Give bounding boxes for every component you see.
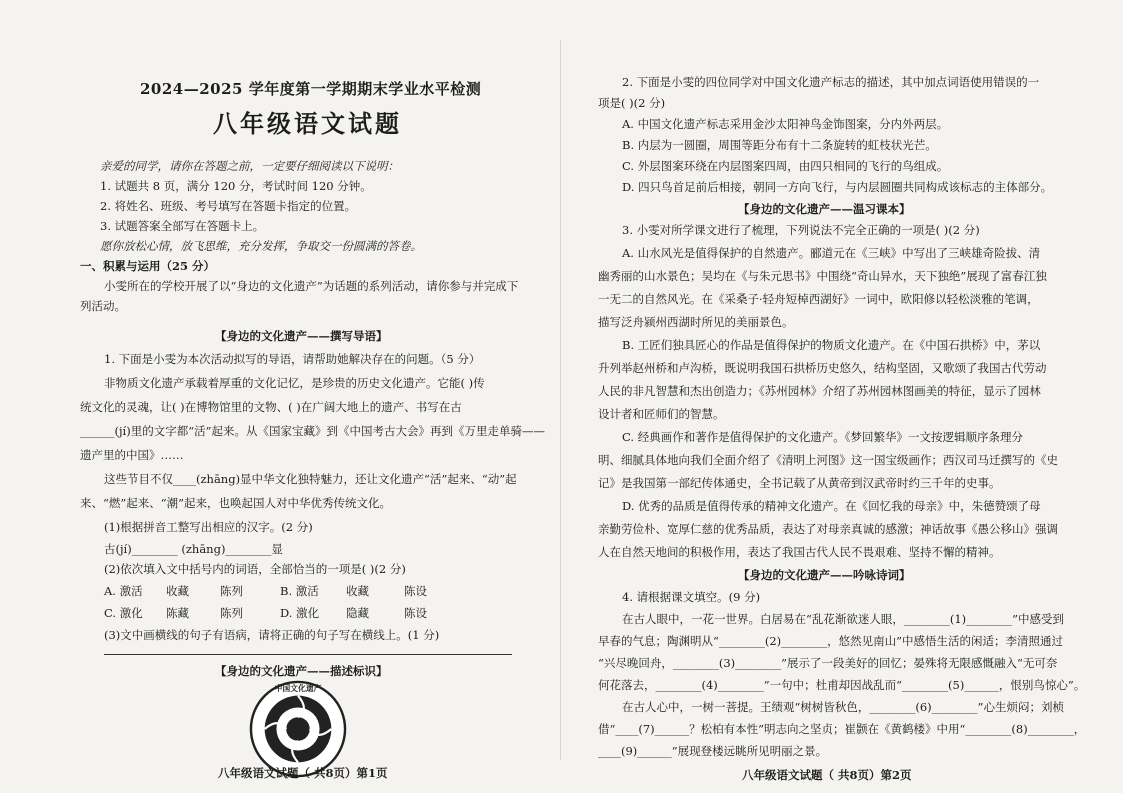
- q4-line-4: 何花落去，________(4)________”一句中；杜甫却因战乱而“________(5)______，恨别鸟惊心”。: [598, 678, 1086, 692]
- q3-a-line-2: 幽秀丽的山水景色；吴均在《与朱元思书》中围绕“奇山异水，天下独绝”展现了富春江独: [598, 269, 1047, 283]
- question-3: 3. 小雯对所学课文进行了梳理，下列说法不完全正确的一项是( )(2 分): [622, 223, 980, 237]
- q1-sub-3: (3)文中画横线的句子有语病，请将正确的句子写在横线上。(1 分): [104, 628, 440, 642]
- q4-line-7: ____(9)______”展现登楼远眺所见明丽之景。: [598, 744, 828, 758]
- option-d-word-3: 陈设: [404, 606, 427, 620]
- lead-line-1: 小雯所在的学校开展了以“身边的文化遗产”为话题的系列活动，请你参与并完成下: [104, 279, 519, 293]
- q1-text-line-3: ______(jí)里的文字都“活”起来。从《国家宝藏》到《中国考古大会》再到《万里走单骑——: [80, 424, 545, 438]
- option-b-word-2: 收藏: [346, 584, 369, 598]
- subsection-heading-1: 【身边的文化遗产——撰写导语】: [215, 329, 388, 343]
- q4-line-1: 在古人眼中，一花一世界。白居易在“乱花渐欲迷人眼，________(1)________”中感受到: [622, 612, 1065, 626]
- q3-b-line-4: 设计者和匠师们的智慧。: [598, 407, 725, 421]
- option-c-word-2: 陈藏: [166, 606, 189, 620]
- q3-b-line-3: 人民的非凡智慧和杰出创造力；《苏州园林》介绍了苏州园林图画美的特征，显示了园林: [598, 384, 1041, 398]
- cultural-heritage-logo: [249, 680, 347, 778]
- q1-sub-2: (2)依次填入文中括号内的词语，全部恰当的一项是( )(2 分): [104, 562, 406, 576]
- question-1: 1. 下面是小雯为本次活动拟写的导语，请帮助她解决存在的问题。（5 分）: [104, 352, 481, 366]
- q1-text2-line-1: 这些节目不仅____(zhāng)显中华文化独特魅力，还让文化遗产“活”起来、“动”起: [104, 472, 517, 486]
- question-2-line-2: 项是( )(2 分): [598, 96, 666, 110]
- q4-line-3: “兴尽晚回舟，________(3)________”展示了一段美好的回忆；晏殊将无限感慨融入“无可奈: [598, 656, 1058, 670]
- option-d-word-1: D. 激化: [280, 606, 320, 620]
- q1-text-line-2: 统文化的灵魂，让( )在博物馆里的文物、( )在广阔大地上的遗产、书写在古: [80, 400, 462, 414]
- option-a-word-1: A. 激活: [104, 584, 143, 598]
- q3-d-line-3: 人在自然天地间的积极作用，表达了我国古代人民不畏艰难、坚持不懈的精神。: [598, 545, 1001, 559]
- option-a-word-2: 收藏: [166, 584, 189, 598]
- q3-a-line-1: A. 山水风光是值得保护的自然遗产。郦道元在《三峡》中写出了三峡雄奇险拔、清: [622, 246, 1041, 260]
- page-2: [562, 0, 1123, 793]
- option-b-word-1: B. 激活: [280, 584, 319, 598]
- section-1-heading: 一、积累与运用（25 分）: [80, 259, 216, 273]
- answer-line: [104, 654, 512, 655]
- q3-a-line-3: 一无二的自然风光。在《采桑子·轻舟短棹西湖好》一词中，欧阳修以轻松淡雅的笔调，: [598, 292, 1039, 306]
- intro-text: 亲爱的同学，请你在答题之前，一定要仔细阅读以下说明：: [100, 159, 399, 173]
- q2-option-a: A. 中国文化遗产标志采用金沙太阳神鸟金饰图案，分内外两层。: [622, 117, 949, 131]
- q4-line-6: 借“____(7)______？松柏有本性”明志向之坚贞；崔颢在《黄鹤楼》中用“________(8)________，: [598, 722, 1086, 736]
- q3-c-line-1: C. 经典画作和著作是值得保护的文化遗产。《梦回繁华》一文按逻辑顺序条理分: [622, 430, 1023, 444]
- q3-b-line-2: 升列举赵州桥和卢沟桥，既说明我国石拱桥历史悠久，结构坚固，又歌颂了我国古代劳动: [598, 361, 1047, 375]
- page-footer-2: 八年级语文试题（ 共8页）第2页: [742, 768, 912, 782]
- q2-option-c: C. 外层图案环绕在内层图案四周，由四只相同的飞行的鸟组成。: [622, 159, 949, 173]
- q1-pinyin-blanks: 古(jí)________ (zhāng)________显: [104, 542, 283, 556]
- q2-option-d: D. 四只鸟首足前后相接，朝同一方向飞行，与内层圆圈共同构成该标志的主体部分。: [622, 180, 1053, 194]
- q1-sub-1: (1)根据拼音工整写出相应的汉字。(2 分): [104, 520, 313, 534]
- subsection-heading-2: 【身边的文化遗产——描述标识】: [215, 664, 388, 678]
- option-b-word-3: 陈设: [404, 584, 427, 598]
- q4-line-2: 早春的气息；陶渊明从“________(2)________，悠然见南山”中感悟生活的闲适；李清照通过: [598, 634, 1064, 648]
- rule-2: 2. 将姓名、班级、考号填写在答题卡指定的位置。: [100, 199, 357, 213]
- q3-d-line-1: D. 优秀的品质是值得传承的精神文化遗产。在《回忆我的母亲》中，朱德赞颂了母: [622, 499, 1041, 513]
- q3-d-line-2: 亲勤劳俭朴、宽厚仁慈的优秀品质，表达了对母亲真诚的感激；神话故事《愚公移山》强调: [598, 522, 1058, 536]
- q3-b-line-1: B. 工匠们独具匠心的作品是值得保护的物质文化遗产。在《中国石拱桥》中，茅以: [622, 338, 1041, 352]
- question-2-line-1: 2. 下面是小雯的四位同学对中国文化遗产标志的描述，其中加点词语使用错误的一: [622, 75, 1040, 89]
- lead-line-2: 列活动。: [80, 299, 126, 313]
- q3-a-line-4: 描写泛舟颍州西湖时所见的美丽景色。: [598, 315, 794, 329]
- rule-3: 3. 试题答案全部写在答题卡上。: [100, 219, 265, 233]
- q3-c-line-3: 记》是我国第一部纪传体通史，全书记载了从黄帝到汉武帝时约三千年的史事。: [598, 476, 1001, 490]
- q2-option-b: B. 内层为一圆圈，周围等距分布有十二条旋转的虹枝状光芒。: [622, 138, 937, 152]
- subsection-heading-3: 【身边的文化遗产——温习课本】: [738, 202, 911, 216]
- q1-text-line-1: 非物质文化遗产承载着厚重的文化记忆，是珍贵的历史文化遗产。它能( )传: [104, 376, 485, 390]
- wish-text: 愿你放松心情，放飞思维，充分发挥，争取交一份圆满的答卷。: [100, 239, 422, 253]
- seal-text-cn: 中国文化遗产: [274, 683, 322, 693]
- page-footer-1: 八年级语文试题（ 共8页）第1页: [218, 766, 388, 780]
- q1-text2-line-2: 来、“燃”起来、“潮”起来，也唤起国人对中华优秀传统文化。: [80, 496, 392, 510]
- q4-line-5: 在古人心中，一树一菩提。王绩观“树树皆秋色，________(6)________”心生烦闷；刘桢: [622, 700, 1065, 714]
- rule-1: 1. 试题共 8 页，满分 120 分，考试时间 120 分钟。: [100, 179, 372, 193]
- subsection-heading-4: 【身边的文化遗产——吟咏诗词】: [738, 568, 911, 582]
- q1-text-line-4: 遗产里的中国》……: [80, 448, 184, 462]
- option-a-word-3: 陈列: [220, 584, 243, 598]
- exam-title: 2024—2025 学年度第一学期期末学业水平检测: [140, 80, 482, 98]
- paper-title: 八年级语文试题: [213, 109, 402, 138]
- option-c-word-3: 陈列: [220, 606, 243, 620]
- option-c-word-1: C. 激化: [104, 606, 143, 620]
- question-4: 4. 请根据课文填空。(9 分): [622, 590, 761, 604]
- option-d-word-2: 隐藏: [346, 606, 369, 620]
- q3-c-line-2: 明、细腻具体地向我们全面介绍了《清明上河图》这一国宝级画作；西汉司马迁撰写的《史: [598, 453, 1058, 467]
